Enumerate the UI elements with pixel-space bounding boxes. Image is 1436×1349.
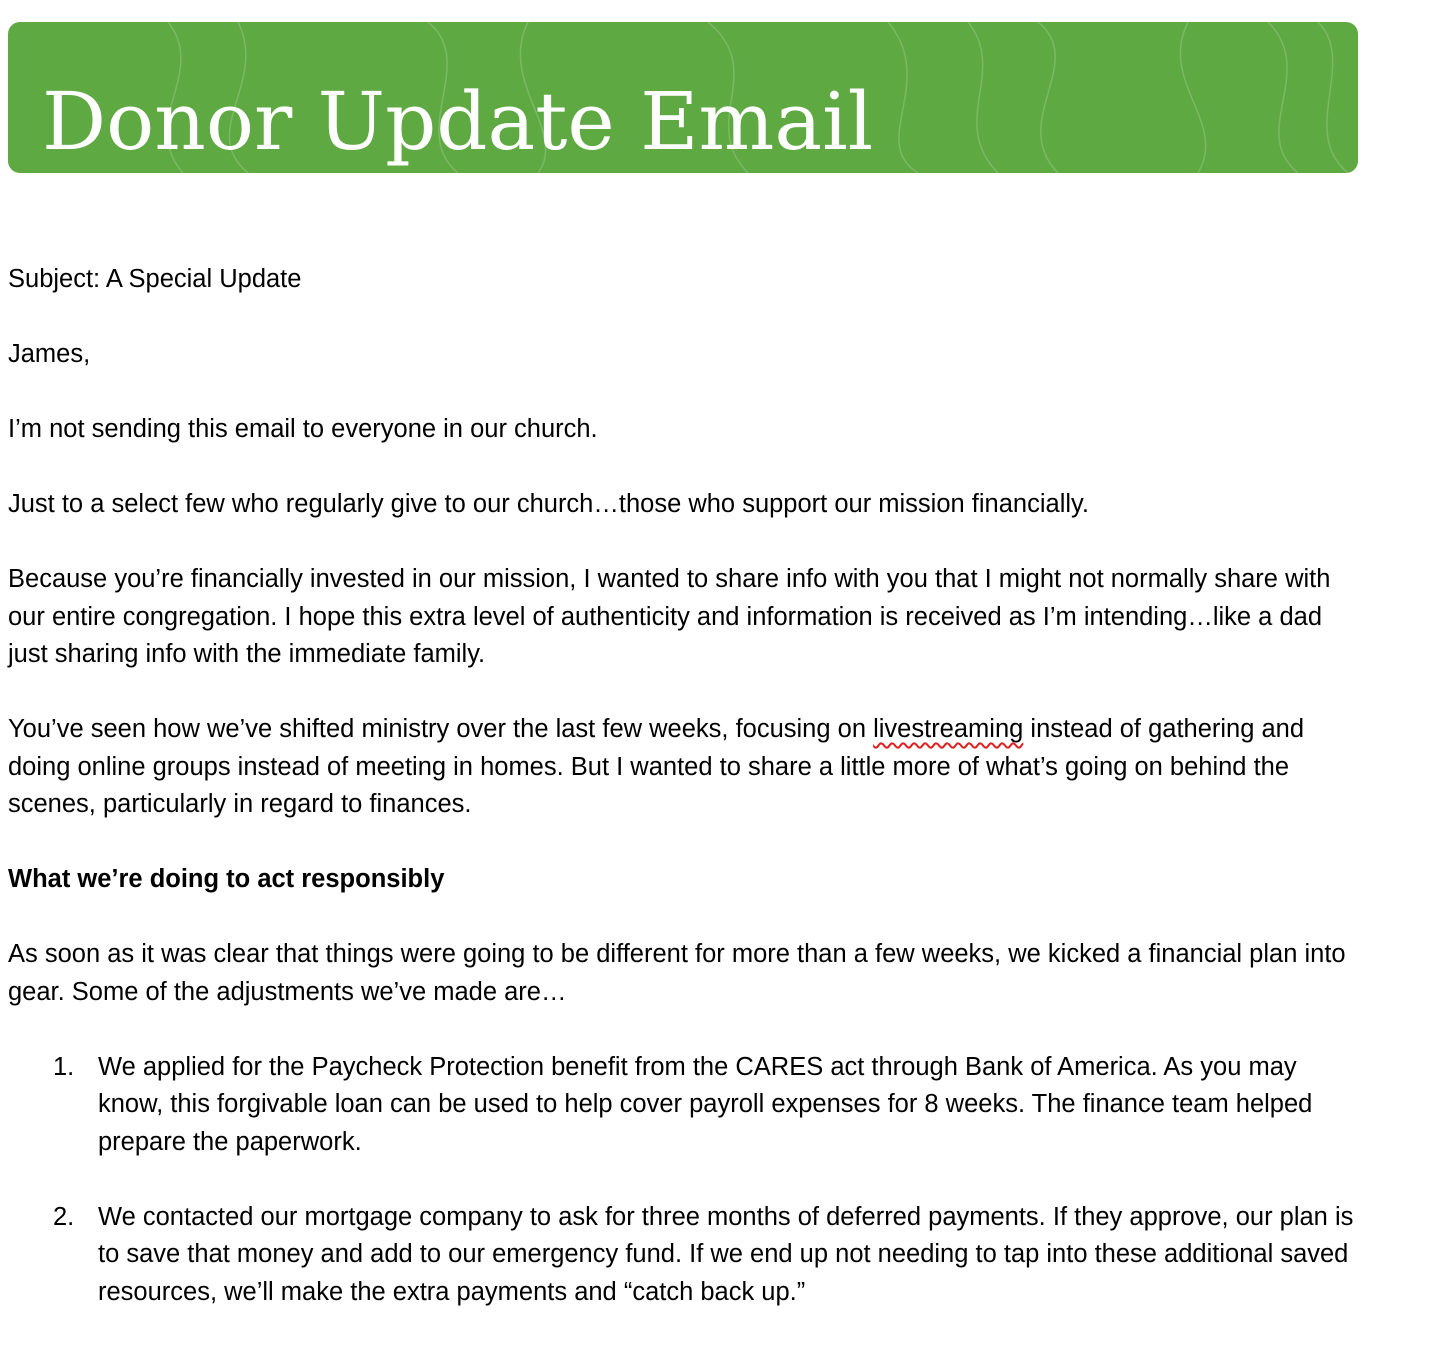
email-body xyxy=(8,261,1368,1349)
email-subject: Subject: A Special Update xyxy=(8,265,302,293)
paragraph-4-start: You’ve seen how we’ve shifted ministry over the last few weeks, focusing on xyxy=(8,715,874,743)
spellcheck-flagged-word[interactable]: livestreaming xyxy=(873,715,1024,743)
list-item-text: We applied for the Paycheck Protection benefit from the CARES act through Bank of America. As you may know, this forgivable loan can be used to help cover payroll expenses for 8 weeks. The finance team helped prepare the paperwork. xyxy=(98,1052,1313,1156)
email-greeting: James, xyxy=(8,340,91,368)
adjustments-list xyxy=(8,1049,1368,1312)
list-item-number: 1. xyxy=(53,1052,75,1081)
section-heading: What we’re doing to act responsibly xyxy=(8,865,445,893)
list-item xyxy=(8,1199,1368,1312)
email-paragraph-4 xyxy=(8,711,1368,824)
header-banner xyxy=(8,22,1358,173)
list-item-text: We contacted our mortgage company to ask for three months of deferred payments. If they approve, our plan is to save that money and add to our emergency fund. If we end up not needing to tap into these additional saved resources, we’ll make the extra payments and “catch back up.” xyxy=(98,1202,1354,1306)
email-paragraph-2: Just to a select few who regularly give to our church…those who support our mission financially. xyxy=(8,490,1089,518)
list-item xyxy=(8,1049,1368,1162)
email-paragraph-5: As soon as it was clear that things were going to be different for more than a few weeks, we kicked a financial plan into gear. Some of the adjustments we’ve made are… xyxy=(8,940,1346,1006)
banner-title: Donor Update Email xyxy=(42,75,874,168)
email-paragraph-3: Because you’re financially invested in our mission, I wanted to share info with you that I might not normally share with our entire congregation. I hope this extra level of authenticity and information is received as I’m intending…like a dad just sharing info with the immediate family. xyxy=(8,565,1331,668)
list-item-number: 2. xyxy=(53,1202,75,1231)
email-paragraph-1: I’m not sending this email to everyone in our church. xyxy=(8,415,598,443)
paragraph-4-end: instead of gathering and doing online groups instead of meeting in homes. But I wanted to share a little more of what’s going on behind the scenes, particularly in regard to finances. xyxy=(8,715,1305,818)
